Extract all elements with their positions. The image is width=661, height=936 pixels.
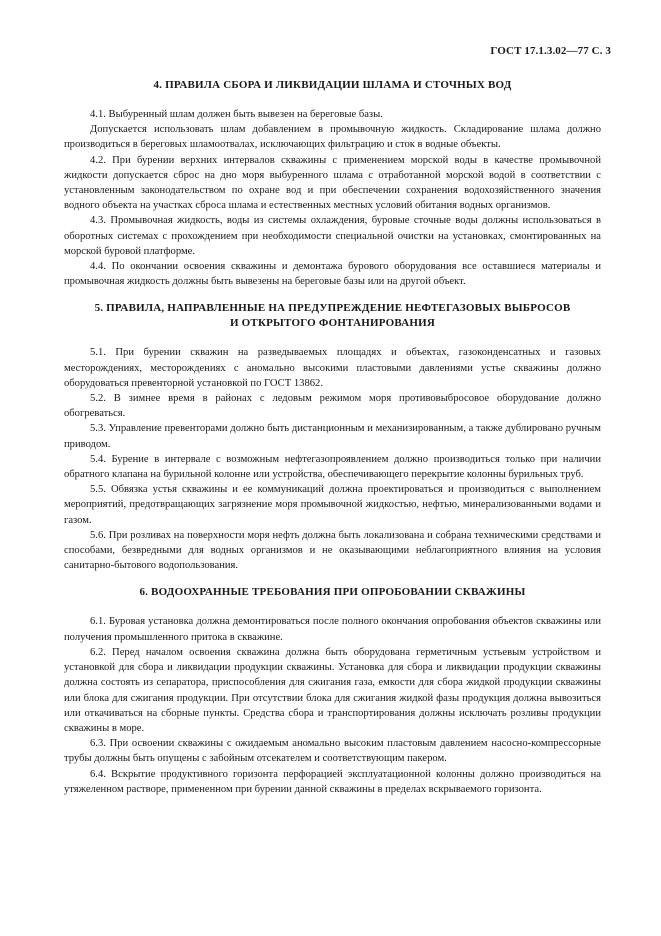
page-header: ГОСТ 17.1.3.02—77 С. 3 xyxy=(490,45,611,57)
paragraph: 5.4. Бурение в интервале с возможным нефтегазопроявлением должно производиться только при наличии обратного клапана на бурильной колонне или устройства, обеспечивающего перекрытие колонны бурильных труб. xyxy=(64,453,601,481)
paragraph: 5.3. Управление превенторами должно быть дистанционным и механизированным, а также дублировано ручным приводом. xyxy=(64,423,601,450)
paragraph: 5.6. При розливах на поверхности моря нефть должна быть локализована и собрана техническими средствами и способами, безвредными для водных организмов и не оказывающими неблагоприятного влияния на условия санитарно-бытового водопользования. xyxy=(64,529,601,572)
section-title-line: 5. ПРАВИЛА, НАПРАВЛЕННЫЕ НА ПРЕДУПРЕЖДЕНИЕ НЕФТЕГАЗОВЫХ ВЫБРОСОВ xyxy=(94,302,571,315)
section-title-line: И ОТКРЫТОГО ФОНТАНИРОВАНИЯ xyxy=(229,317,436,330)
section-title xyxy=(64,585,601,600)
paragraph: 5.5. Обвязка устья скважины и ее коммуникаций должна проектироваться и производиться с выполнением мероприятий, предотвращающих загрязнение моря промывочной жидкостью, нефтью, минерализованными водами и газом. xyxy=(64,484,601,526)
paragraph: 6.2. Перед началом освоения скважина должна быть оборудована герметичным устьевым устройством и установкой для сбора и ликвидации продукции скважины. Установка для сбора и ликвидации продукции скважины должна состоять из сепаратора, приспособления для сжигания газа, емкости для сбора жидкой продукции скважины или блока для сжигания продукции. При отсутствии блока для сжигания жидкой фазы продукция должна вывозиться или откачиваться на сборные пункты. Средства сбора и транспортирования должны исключать розливы продукции скважины в море. xyxy=(64,646,601,734)
document-body xyxy=(64,70,601,809)
section-4 xyxy=(64,78,601,289)
paragraph: Допускается использовать шлам добавлением в промывочную жидкость. Складирование шлама должно производиться в береговых шламоотвалах, исключающих фильтрацию и сток в водные объекты. xyxy=(64,124,601,151)
section-title xyxy=(64,78,601,93)
paragraph: 4.1. Выбуренный шлам должен быть вывезен на береговые базы. xyxy=(90,109,383,120)
paragraph: 6.1. Буровая установка должна демонтироваться после полного окончания опробования объектов скважины или получения промышленного притока в скважине. xyxy=(64,616,601,643)
section-title-line: 6. ВОДООХРАННЫЕ ТРЕБОВАНИЯ ПРИ ОПРОБОВАНИИ СКВАЖИНЫ xyxy=(139,586,526,599)
paragraph: 4.4. По окончании освоения скважины и демонтажа бурового оборудования все оставшиеся материалы и промывочная жидкость должны быть вывезены на береговые базы или на другой объект. xyxy=(64,261,601,288)
paragraph: 6.4. Вскрытие продуктивного горизонта перфорацией эксплуатационной колонны должно производиться на утяжеленном растворе, примененном при бурении данной скважины в пределах вскрываемого горизонта. xyxy=(64,768,601,795)
section-5 xyxy=(64,301,601,573)
paragraph: 6.3. При освоении скважины с ожидаемым аномально высоким пластовым давлением насосно-компрессорные трубы должны быть опущены с забойным отсекателем и соответствующим пакером. xyxy=(64,738,601,765)
paragraph: 5.2. В зимнее время в районах с ледовым режимом моря противовыбросовое оборудование должно обогреваться. xyxy=(64,393,601,420)
section-title-line: 4. ПРАВИЛА СБОРА И ЛИКВИДАЦИИ ШЛАМА И СТОЧНЫХ ВОД xyxy=(153,79,512,91)
section-6 xyxy=(64,585,601,796)
paragraph: 4.3. Промывочная жидкость, воды из системы охлаждения, буровые сточные воды должны использоваться в оборотных системах с прохождением при необходимости специальной очистки на установках, смонтированных на морской буровой платформе. xyxy=(64,215,601,257)
paragraph: 4.2. При бурении верхних интервалов скважины с применением морской воды в качестве промывочной жидкости допускается сброс на дно моря выбуренного шлама с отработанной морской водой в соответствии с установленным законодательством по охране вод и при обеспечении сохранения водохозяйственного значения водного объекта на участках сброса шлама и естественных местных условий обитания водных организмов. xyxy=(64,154,601,212)
paragraph: 5.1. При бурении скважин на разведываемых площадях и объектах, газоконденсатных и газовых месторождениях, месторождениях с аномально высокими пластовыми давлениями устье скважины должно оборудоваться превенторной установкой по ГОСТ 13862. xyxy=(64,347,601,389)
section-title xyxy=(64,301,601,331)
